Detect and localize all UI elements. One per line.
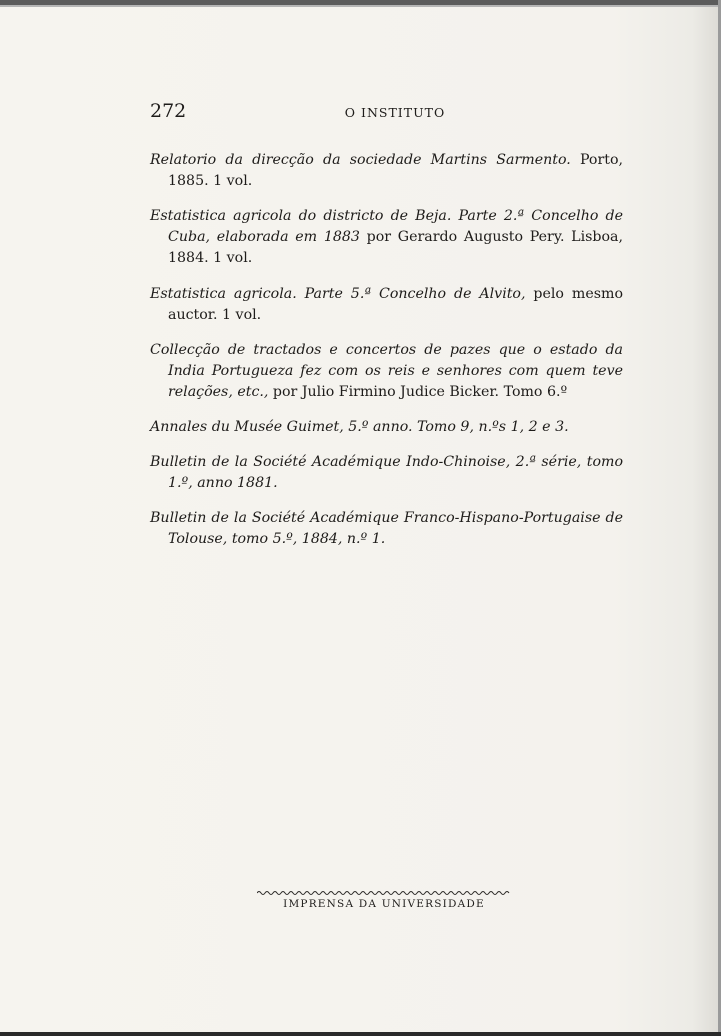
wavy-rule	[257, 890, 511, 896]
running-title: O INSTITUTO	[344, 105, 446, 120]
bibliography-entry	[150, 150, 623, 192]
entry-title: Relatorio da direcção da sociedade Martins Sarmento.	[150, 152, 571, 169]
bibliography-entry	[150, 452, 623, 494]
bibliography-entry	[150, 508, 623, 550]
imprint: IMPRENSA DA UNIVERSIDADE	[283, 898, 485, 910]
entry-details: pelo mesmo auctor. 1 vol.	[168, 285, 623, 323]
bibliography-entry	[150, 340, 623, 403]
bibliography-list	[150, 136, 623, 564]
bottom-scan-edge	[0, 1032, 721, 1036]
page-number: 272	[150, 100, 187, 122]
entry-details: por Gerardo Augusto Pery. Lisboa, 1884. 1 vol.	[168, 229, 624, 267]
bibliography-entry	[150, 417, 623, 438]
entry-title: Bulletin de la Société Académique Franco-Hispano-Portugaise de Tolouse, tomo 5.º, 1884, n.º 1.	[150, 510, 623, 548]
top-scan-edge-shadow	[0, 5, 721, 7]
page-header	[150, 100, 625, 126]
entry-title: Estatistica agricola. Parte 5.ª Concelho de Alvito,	[150, 285, 526, 302]
bibliography-entry	[150, 284, 623, 326]
entry-title: Bulletin de la Société Académique Indo-Chinoise, 2.ª série, tomo 1.º, anno 1881.	[150, 454, 623, 492]
entry-details: Porto, 1885. 1 vol.	[168, 152, 623, 190]
bibliography-entry	[150, 206, 623, 269]
entry-details: por Julio Firmino Judice Bicker. Tomo 6.º	[268, 383, 568, 400]
entry-title: Estatistica agricola do districto de Beja. Parte 2.ª Concelho de Cuba, elaborada em 1883	[150, 208, 623, 246]
entry-title: Collecção de tractados e concertos de pazes que o estado da India Portugueza fez com os reis e senhores com quem teve relações, etc.,	[150, 341, 623, 400]
entry-title: Annales du Musée Guimet, 5.º anno. Tomo 9, n.ºs 1, 2 e 3.	[150, 418, 569, 435]
